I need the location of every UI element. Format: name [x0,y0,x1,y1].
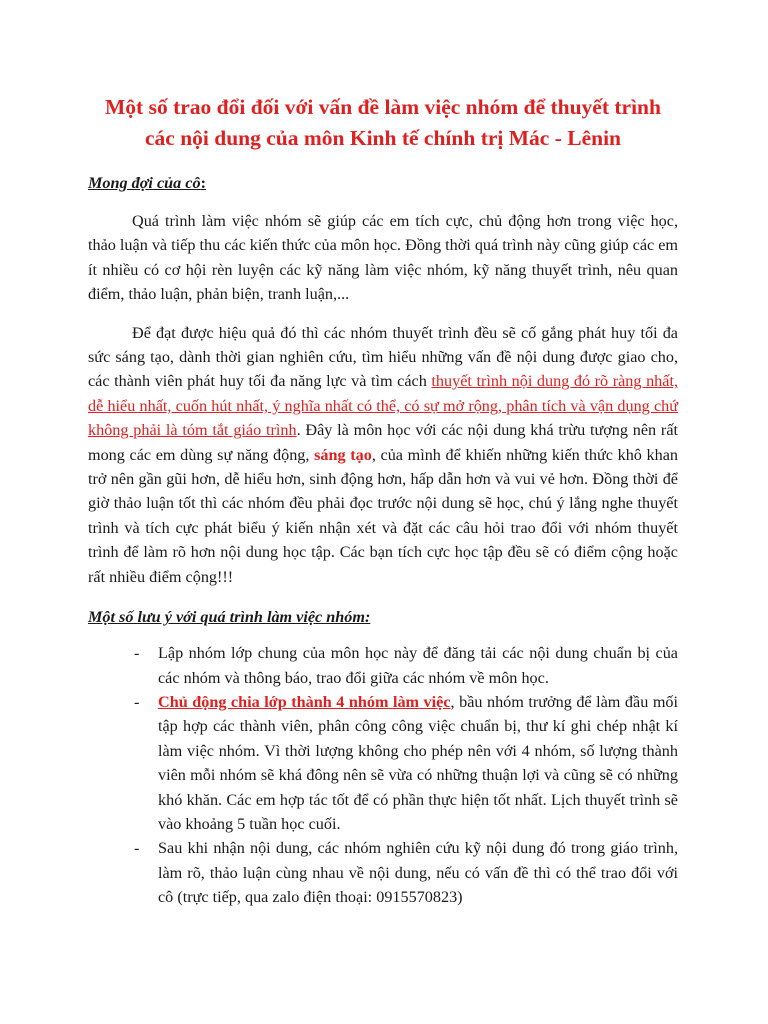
list-item-text: Lập nhóm lớp chung của môn học này để đăng tải các nội dung chuẩn bị của các nhóm và thông báo, trao đổi giữa các nhóm về môn học. [158,644,678,687]
bullet-dash: - [134,839,140,858]
paragraph-effectiveness-part2: . Đây là môn học với các nội dung khá trừu tượng nên rất mong các em dùng sự năng động, [88,421,678,464]
list-item-text: Sau khi nhận nội dung, các nhóm nghiên cứu kỹ nội dung đó trong giáo trình, làm rõ, thảo luận cùng nhau về nội dung, nếu có vấn đề thì có thể trao đổi với cô (trực tiếp, qua zalo điện thoại: 0915570823) [158,839,678,907]
paragraph-effectiveness [88,321,678,589]
document-page [88,92,678,910]
list-item-text: , bầu nhóm trưởng để làm đầu mối tập hợp các thành viên, phân công công việc chuẩn bị, thư kí ghi chép nhật kí làm việc nhóm. Vì thời lượng không cho phép nên với 4 nhóm, số lượng thành viên mỗi nhóm sẽ khá đông nên sẽ vừa có những thuận lợi và cũng sẽ có những khó khăn. Các em hợp tác tốt để có phần thực hiện tốt nhất. Lịch thuyết trình sẽ vào khoảng 5 tuần học cuối. [158,692,678,833]
list-item [88,690,678,836]
section-heading-expectations [88,171,678,195]
section-heading-group-notes: Một số lưu ý với quá trình làm việc nhóm: [88,608,371,627]
highlight-divide-groups: Chủ động chia lớp thành 4 nhóm làm việc [158,692,451,711]
paragraph-intro: Quá trình làm việc nhóm sẽ giúp các em tích cực, chủ động hơn trong việc học, thảo luận và tiếp thu các kiến thức của môn học. Đồng thời quá trình này cũng giúp các em ít nhiều có cơ hội rèn luyện các kỹ năng làm việc nhóm, kỹ năng thuyết trình, nêu quan điểm, thảo luận, phản biện, tranh luận,... [88,212,679,304]
paragraph-effectiveness-part1: Để đạt được hiệu quả đó thì các nhóm thuyết trình đều sẽ cố gắng phát huy tối đa sức sáng tạo, dành thời gian nghiên cứu, tìm hiểu những vấn đề nội dung được giao cho, các thành viên phát huy tối đa năng lực và tìm cách [88,323,678,391]
bullet-dash: - [134,644,140,663]
title-line-2: các nội dung của môn Kinh tế chính trị Mác - Lênin [144,126,622,150]
bullet-dash: - [134,692,140,711]
section-heading-expectations-text: Mong đợi của cô [88,174,201,192]
highlight-presentation-goal: thuyết trình nội dung đó rõ ràng nhất, dễ hiểu nhất, cuốn hút nhất, ý nghĩa nhất có thể, có sự mở rộng, phân tích và vận dụng chứ không phải là tóm tắt giáo trình [88,372,678,440]
title-line-1: Một số trao đổi đối với vấn đề làm việc nhóm để thuyết trình [105,95,661,119]
document-title [88,92,678,154]
highlight-creativity: sáng tạo [314,445,372,464]
paragraph-effectiveness-part3: , của mình để khiến những kiến thức khô khan trở nên gần gũi hơn, dễ hiểu hơn, sinh động hơn, hấp dẫn hơn và vui vẻ hơn. Đồng thời để giờ thảo luận tốt thì các nhóm đều phải đọc trước nội dung sẽ học, chú ý lắng nghe thuyết trình và tích cực phát biểu ý kiến nhận xét và đặt các câu hỏi trao đổi với nhóm thuyết trình để làm rõ hơn nội dung học tập. Các bạn tích cực học tập đều sẽ có điểm cộng hoặc rất nhiều điểm cộng!!! [88,445,678,586]
list-item [88,836,678,909]
section-heading-expectations-colon: : [200,174,206,192]
group-notes-list [88,641,678,909]
list-item [88,641,678,690]
